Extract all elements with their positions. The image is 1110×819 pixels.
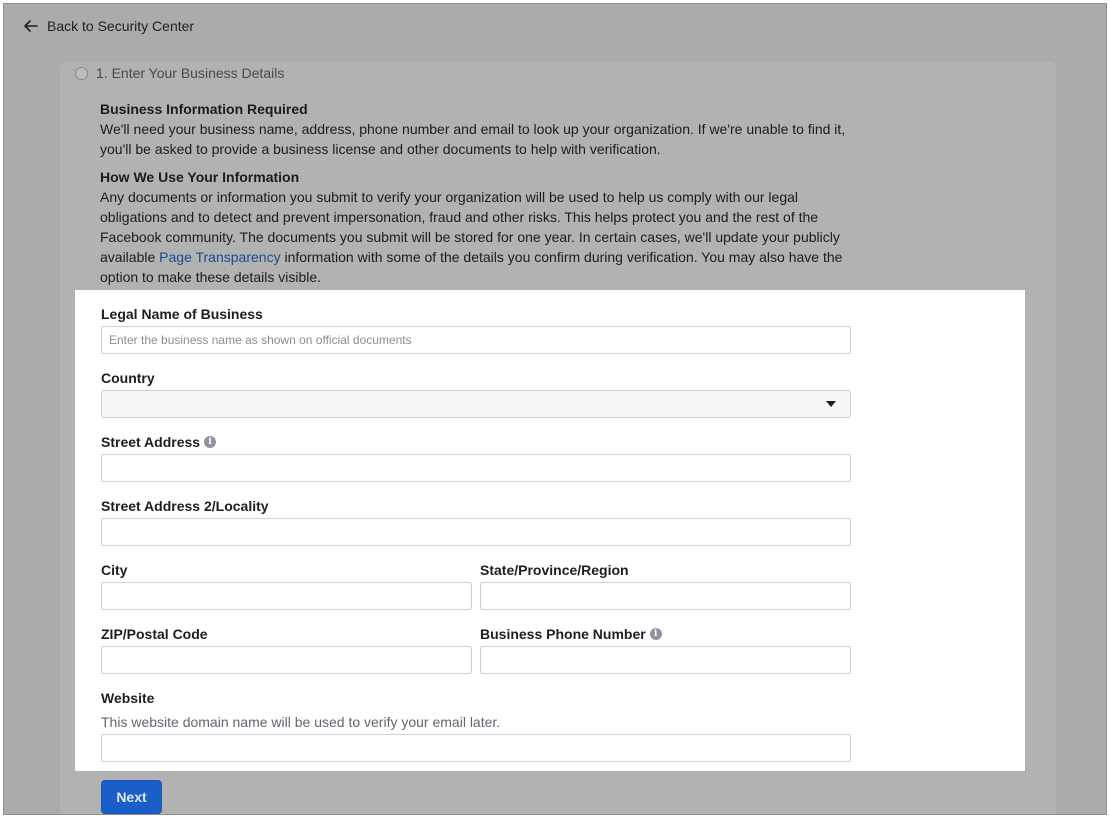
use-info-text-part2: information with some of the details you confirm during verification. You may also have the option to make these details visible.: [100, 249, 843, 285]
back-link-label: Back to Security Center: [47, 18, 195, 34]
info-section: [100, 99, 860, 287]
use-info-text-part1: Any documents or information you submit to verify your organization will be used to help us comply with our legal obligations and to detect and prevent impersonation, fraud and other risks. This helps protect you and the rest of the Facebook community. The documents you submit will be stored for one year. In certain cases, we'll update your publicly available: [100, 189, 840, 265]
legal-name-label: Legal Name of Business: [101, 306, 263, 322]
step-title: 1. Enter Your Business Details: [96, 65, 285, 81]
state-input[interactable]: [480, 582, 851, 610]
country-label: Country: [101, 370, 155, 386]
use-info-heading: How We Use Your Information: [100, 169, 300, 185]
use-info-text: [100, 187, 860, 287]
info-icon[interactable]: i: [204, 436, 216, 448]
step-header: [75, 65, 284, 81]
arrow-left-icon: [24, 20, 38, 32]
zip-label: ZIP/Postal Code: [101, 626, 208, 642]
phone-label: Business Phone Number: [480, 626, 646, 642]
street-address-2-input[interactable]: [101, 518, 851, 546]
business-info-text: We'll need your business name, address, phone number and email to look up your organization. If we're unable to find it, you'll be asked to provide a business license and other documents to help with verification.: [100, 121, 846, 157]
phone-input[interactable]: [480, 646, 851, 674]
business-info-heading: Business Information Required: [100, 101, 308, 117]
info-icon[interactable]: i: [650, 628, 662, 640]
chevron-down-icon: [826, 401, 836, 407]
next-button[interactable]: Next: [101, 780, 162, 814]
city-label: City: [101, 562, 128, 578]
website-input[interactable]: [101, 734, 851, 762]
city-input[interactable]: [101, 582, 472, 610]
website-label: Website: [101, 690, 155, 706]
country-select[interactable]: [101, 390, 851, 418]
street-address-input[interactable]: [101, 454, 851, 482]
legal-name-input[interactable]: Enter the business name as shown on official documents: [101, 326, 851, 354]
step-radio-icon: [75, 67, 88, 80]
phone-label-row: [480, 626, 662, 642]
back-to-security-center-link[interactable]: [24, 18, 194, 34]
street-address-2-label: Street Address 2/Locality: [101, 498, 269, 514]
website-helper-text: This website domain name will be used to verify your email later.: [101, 714, 501, 730]
zip-input[interactable]: [101, 646, 472, 674]
street-address-label: Street Address: [101, 434, 201, 450]
street-address-label-row: [101, 434, 216, 450]
page-transparency-link[interactable]: Page Transparency: [159, 249, 281, 265]
modal-overlay: [3, 3, 1107, 815]
state-label: State/Province/Region: [480, 562, 629, 578]
business-form: [75, 290, 1025, 771]
